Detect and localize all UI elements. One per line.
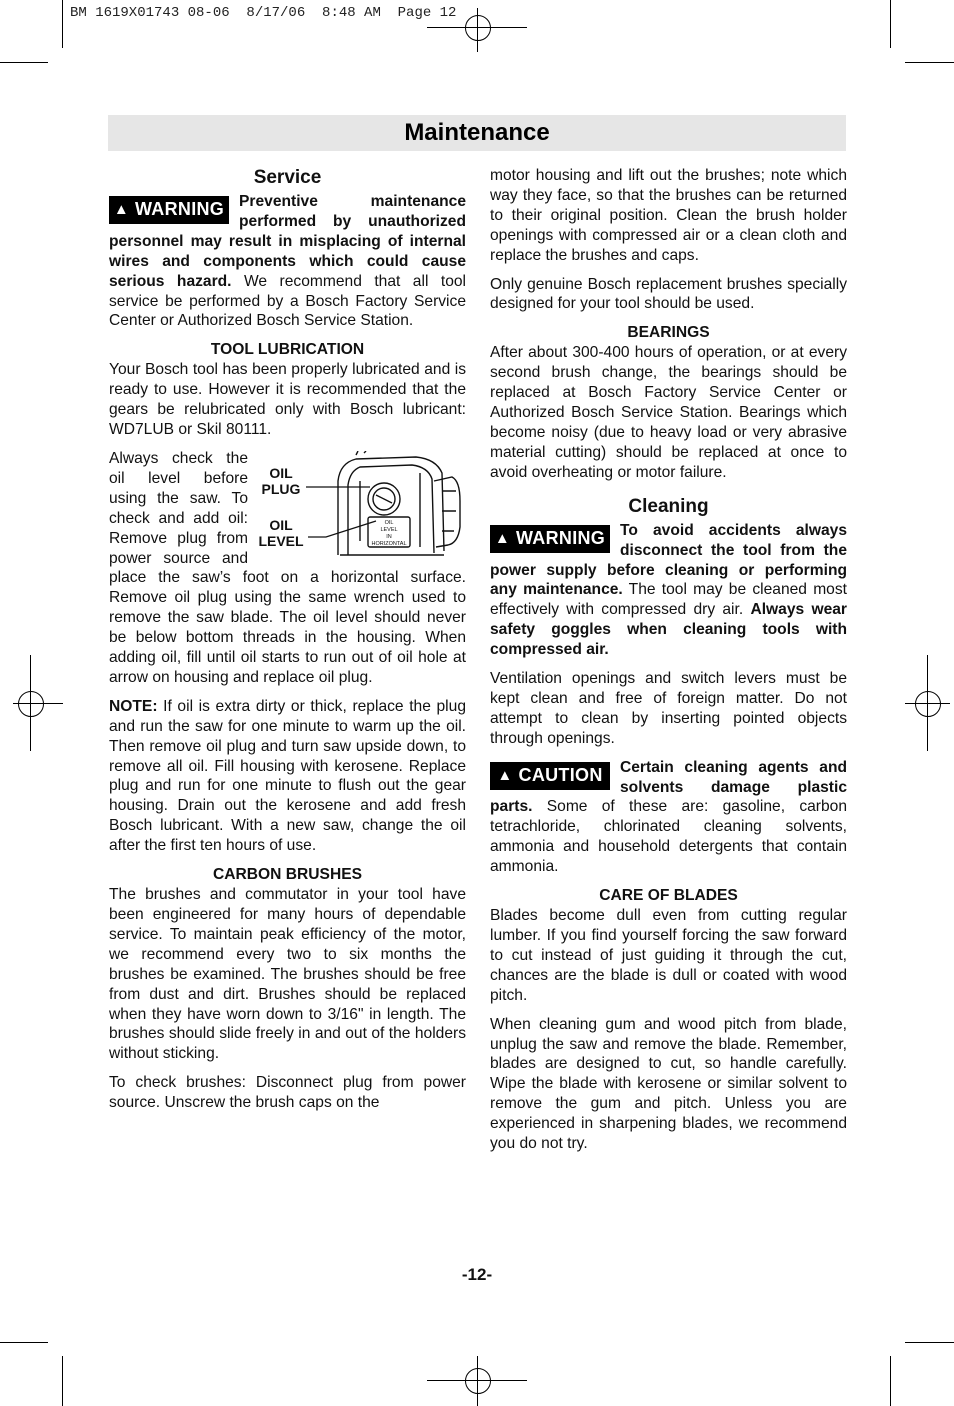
blades-paragraph-1: Blades become dull even from cutting regular lumber. If you find yourself forcing the saw forward to cut instead of just guiding it through the cut, chances are the blade is dull or coated with wood pitch.	[490, 907, 847, 1004]
warning-badge: ▲ WARNING	[490, 525, 610, 553]
right-column	[490, 166, 847, 1163]
svg-text:HORIZONTAL: HORIZONTAL	[371, 540, 407, 547]
title-bar	[108, 115, 846, 151]
bearings-paragraph: After about 300-400 hours of operation, or at every second brush change, the bearings should be replaced at Bosch Factory Service Center or Authorized Bosch Service Station. Bearings which become noisy (due to heavy load or very abrasive material cutting) should be replaced at once to avoid overheating or motor failure.	[490, 344, 847, 481]
cleaning-heading: Cleaning	[628, 495, 709, 517]
page-title: Maintenance	[404, 119, 550, 146]
brushes-paragraph: The brushes and commutator in your tool have been engineered for many hours of dependable service. To maintain peak efficiency of the motor, we recommend every two to six months the brushes be examined. The brushes should be free from dust and dirt. Brushes should be replaced when they have worn down to 3/16" in length. The brushes should slide freely in and out of the holders without sticking.	[109, 886, 466, 1063]
oil-level-figure: OIL PLUG OIL LEVEL OIL LEVEL IN HORIZONTAL	[256, 451, 466, 561]
bearings-heading: BEARINGS	[627, 324, 710, 342]
crop-mark	[62, 0, 63, 48]
registration-circle-icon	[465, 1368, 491, 1394]
registration-circle-icon	[465, 15, 491, 41]
lubrication-paragraph: Your Bosch tool has been properly lubricated and is ready to use. However it is recommended that the gears be relubricated only with Bosch lubricant: WD7LUB or Skil 80111.	[109, 361, 466, 439]
svg-text:IN: IN	[386, 533, 392, 540]
check-brushes-paragraph-start: To check brushes: Disconnect plug from power source. Unscrew the brush caps on the	[109, 1074, 466, 1112]
crop-mark	[905, 1342, 954, 1343]
warning-triangle-icon: ▲	[494, 529, 511, 547]
saw-housing-illustration	[256, 451, 466, 561]
crop-mark	[0, 1342, 48, 1343]
carbon-brushes-heading: CARBON BRUSHES	[212, 866, 363, 884]
page-number: -12-	[461, 1265, 493, 1284]
print-slug: BM 1619X01743 08-06 8/17/06 8:48 AM Page 12	[70, 5, 457, 21]
caution-paragraph: ▲ CAUTION Certain cleaning agents and solvents damage plastic parts. Some of these are: gasoline, carbon tetrachloride, chlorinated cleaning solvents, ammonia and household detergents that contain ammonia.	[490, 758, 847, 876]
ventilation-paragraph: Ventilation openings and switch levers must be kept clean and free of foreign matter. Do not attempt to clean by inserting pointed objects through openings.	[490, 670, 847, 747]
check-brushes-paragraph-end: motor housing and lift out the brushes; note which way they face, so that the brushes can be returned to their original position. Clean the brush holder openings with compressed air or a clean cloth and replace the brushes and caps.	[490, 167, 847, 264]
registration-circle-icon	[18, 691, 44, 717]
care-of-blades-heading: CARE OF BLADES	[599, 887, 738, 905]
svg-text:OIL: OIL	[384, 519, 394, 526]
warning-badge: ▲ WARNING	[109, 196, 229, 224]
crop-mark	[905, 62, 954, 63]
cleaning-warning: ▲ WARNING To avoid accidents always disconnect the tool from the power supply before cleaning or performing any maintenance. The tool may be cleaned most effectively with compressed dry air. Always wear safety goggles when cleaning tools with compressed air.	[490, 521, 847, 659]
left-column	[109, 166, 466, 1122]
registration-circle-icon	[915, 691, 941, 717]
crop-mark	[890, 1356, 891, 1406]
oil-check-paragraph: Always check the oil level before using the saw. To check and add oil: Remove plug from power source and place the saw’s foot on a horizontal surface. Remove oil plug using the same wrench used to remove the saw blade. The oil level should never be below bottom threads in the housing. When adding oil, fill until oil starts to run out of oil hole at arrow on housing and replace oil plug.	[109, 449, 466, 686]
note-paragraph: NOTE: If oil is extra dirty or thick, replace the plug and run the saw for one minute to warm up the oil. Then remove oil plug and turn saw upside down, to remove all oil. Fill housing with kerosene. Replace plug and run for one minute to flush out the gear housing. Drain out the kerosene and add fresh Bosch lubricant. With a new saw, change the oil after the first ten hours of use.	[109, 697, 466, 855]
crop-mark	[62, 1356, 63, 1406]
caution-badge: ▲ CAUTION	[490, 762, 610, 790]
warning-triangle-icon: ▲	[113, 201, 130, 219]
warning-triangle-icon: ▲	[497, 766, 513, 784]
svg-text:LEVEL: LEVEL	[380, 526, 398, 533]
blades-paragraph-2: When cleaning gum and wood pitch from blade, unplug the saw and remove the blade. Remember, blades are designed to cut, so handle carefully. Wipe the blade with kerosene or similar solvent to remove the gum and pitch. Unless you are experienced in sharpening blades, we recommend you do not try.	[490, 1015, 847, 1153]
service-warning: ▲ WARNING Preventive maintenance performed by unauthorized personnel may result in misplacing of internal wires and components which could cause serious hazard. We recommend that all tool service be performed by a Bosch Factory Service Center or Authorized Bosch Service Station.	[109, 193, 466, 330]
crop-mark	[890, 0, 891, 48]
service-heading: Service	[253, 167, 322, 188]
tool-lubrication-heading: TOOL LUBRICATION	[210, 341, 365, 359]
genuine-brushes-paragraph: Only genuine Bosch replacement brushes specially designed for your tool should be used.	[490, 275, 847, 313]
crop-mark	[0, 62, 48, 63]
